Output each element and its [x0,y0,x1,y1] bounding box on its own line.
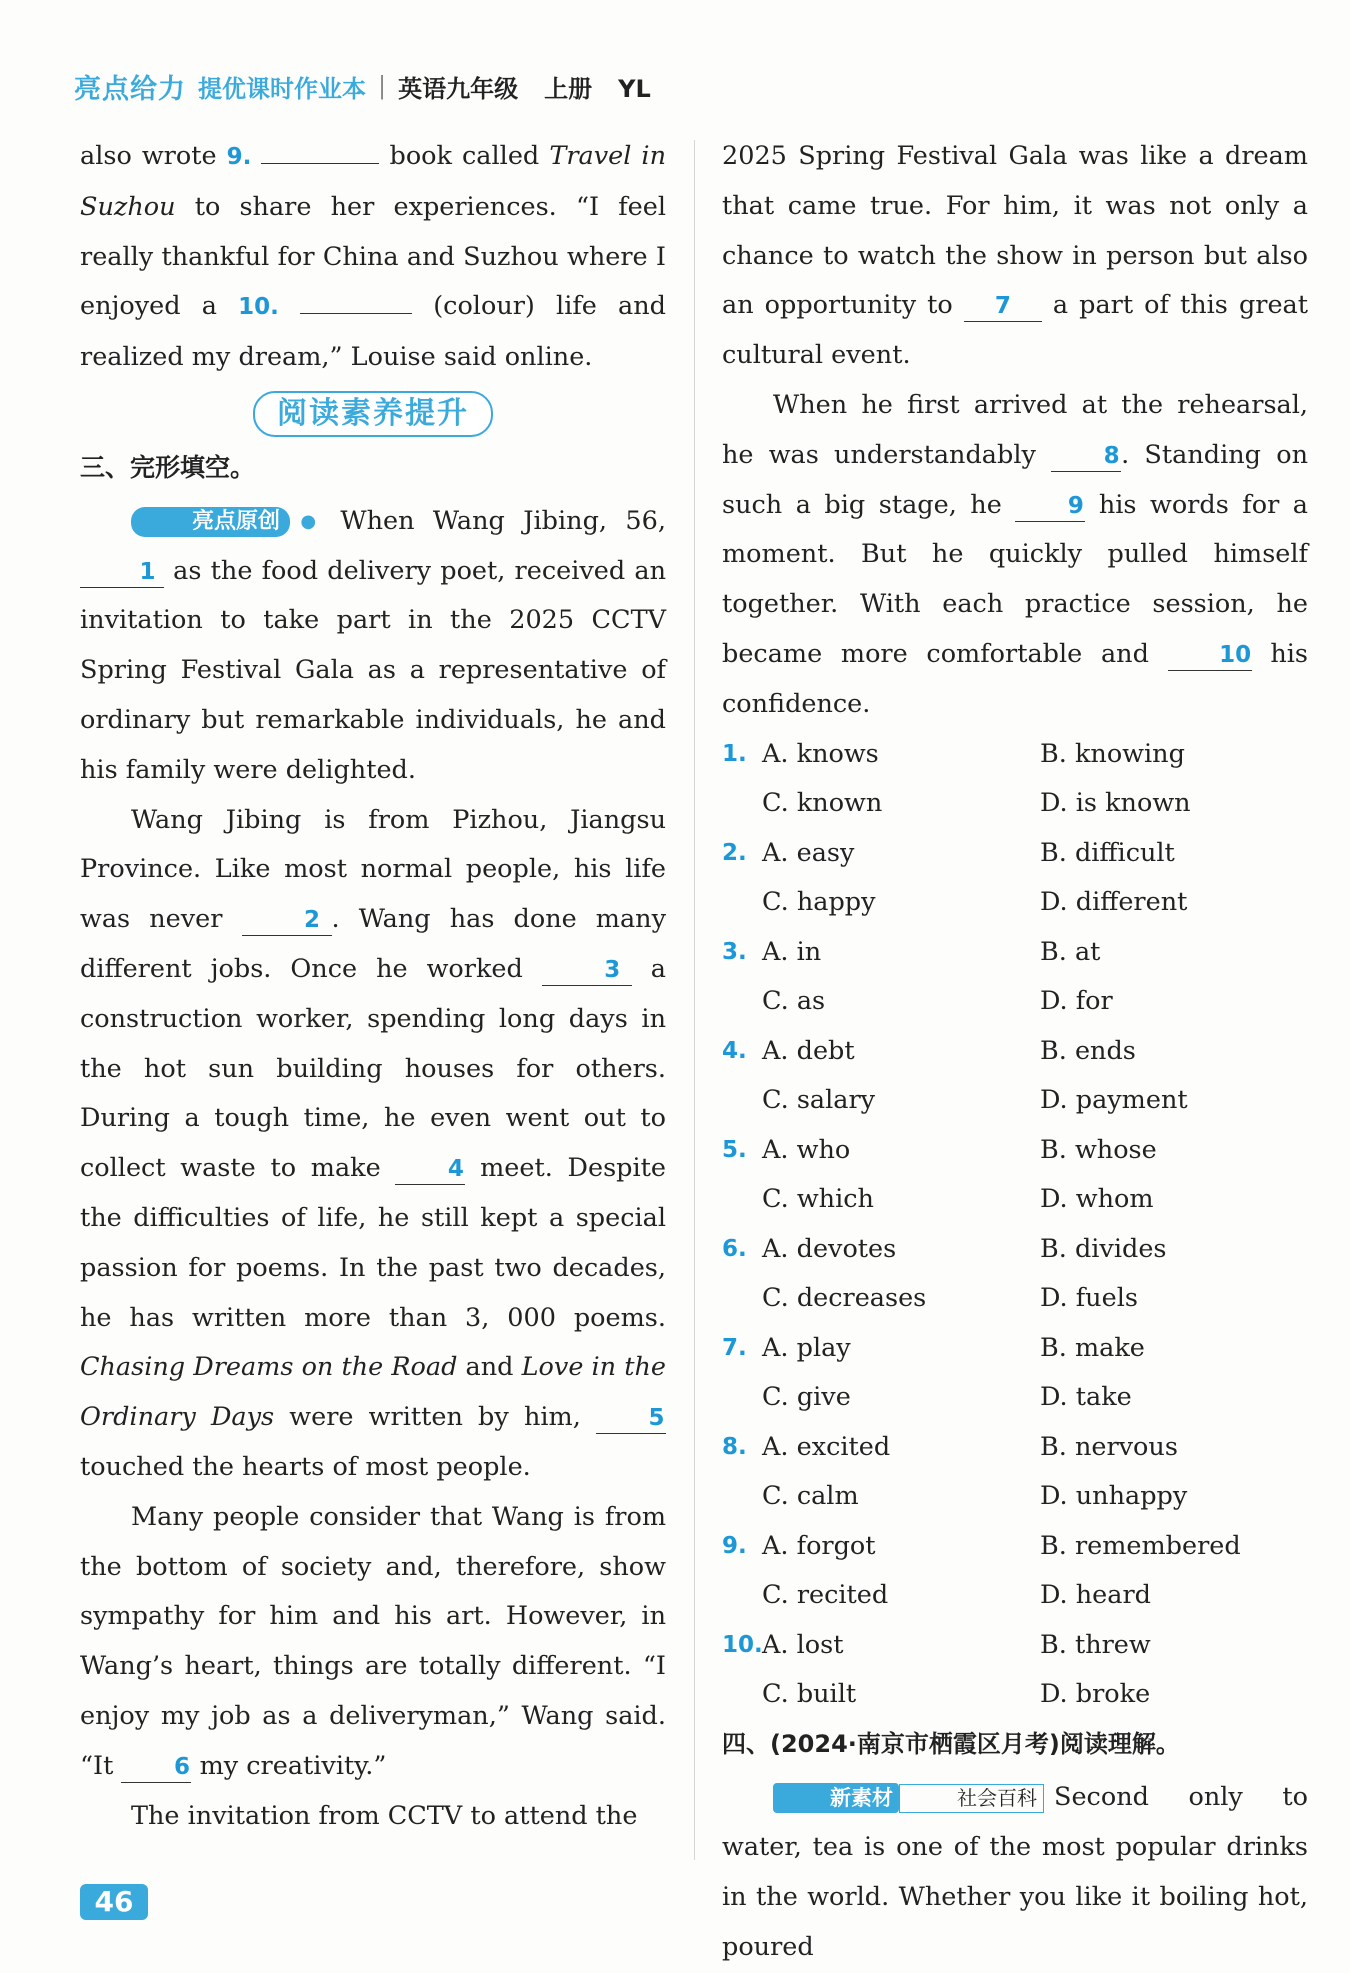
question-number: 6. [722,1235,747,1262]
choice-d[interactable]: D. unhappy [1040,1481,1188,1512]
choice-c[interactable]: C. calm [762,1481,859,1512]
option-row [722,1571,1308,1621]
volume-label: 上册 [544,74,593,103]
cloze-blank-2[interactable]: 2 [242,905,332,936]
intro-paragraph [80,132,666,383]
choice-b[interactable]: B. threw [1040,1629,1151,1660]
option-row [722,1423,1308,1473]
question-number: 3. [722,938,747,965]
choice-c[interactable]: C. salary [762,1085,876,1116]
question-number: 8. [722,1433,747,1460]
option-row [722,1522,1308,1572]
section-3-title: 三、完形填空。 [80,452,256,482]
answer-blank-10[interactable] [300,313,412,314]
intro-text: (colour) life and realized my dream,” Louise said online. [80,291,667,373]
option-row [722,928,1308,978]
question-number-spacer [722,1373,762,1423]
subject-label: 英语九年级 [398,74,519,103]
choice-d[interactable]: D. for [1040,986,1113,1017]
paragraph-text: his confidence. [722,638,1308,719]
choice-b[interactable]: B. ends [1040,1035,1136,1066]
option-row [722,1027,1308,1077]
question-number-spacer [722,977,762,1027]
paragraph-text: my creativity.” [191,1750,387,1781]
paragraph-text: 2025 Spring Festival Gala was like a dream that came true. For him, it was not only a chance to watch the show in person but also an opportunity to [722,141,1308,321]
choice-c[interactable]: C. known [762,788,883,819]
cloze-blank-5[interactable]: 5 [596,1403,666,1434]
poem-title: Love in the Ordinary Days [80,1352,666,1433]
choice-c[interactable]: C. which [762,1184,874,1215]
paragraph-text: and [457,1352,522,1383]
options-list [722,730,1308,1720]
cloze-blank-8[interactable]: 8 [1051,441,1121,472]
paragraph-text: Wang Jibing is from Pizhou, Jiangsu Province. Like most normal people, his life was never [80,804,666,935]
tag-dot-icon: ● [290,510,327,532]
book-title: Travel in Suzhou [80,141,667,222]
question-number: 7. [722,1334,747,1361]
question-number: 1. [722,740,747,767]
choice-b[interactable]: B. at [1040,936,1101,967]
choice-d[interactable]: D. take [1040,1382,1132,1413]
section-banner [80,391,666,437]
paragraph-text: as the food delivery poet, received an invitation to take part in the 2025 CCTV Spring Festival Gala as a representative of ordinary but remarkable individuals, he and his family were delighted. [80,555,666,785]
paragraph-text: touched the hearts of most people. [80,1452,531,1483]
choice-a[interactable]: A. play [762,1332,851,1363]
paragraph-text: his words for a moment. But he quickly pulled himself together. With each practice session, he became more comfortable and [722,489,1308,669]
question-number-spacer [722,1175,762,1225]
cloze-paragraph-4: The invitation from CCTV to attend the [131,1800,638,1831]
choice-d[interactable]: D. fuels [1040,1283,1138,1314]
choice-a[interactable]: A. knows [762,738,879,769]
cloze-blank-3[interactable]: 3 [542,955,632,986]
option-row [722,730,1308,780]
choice-a[interactable]: A. devotes [762,1233,897,1264]
cloze-blank-1[interactable]: 1 [80,557,164,588]
category-tag: 社会百科 [899,1784,1044,1813]
option-row [722,1175,1308,1225]
right-column [722,132,1308,1973]
choice-c[interactable]: C. built [762,1679,857,1710]
paragraph-text: a part of this great cultural event. [722,290,1308,371]
paragraph-text: When he first arrived at the rehearsal, he was understandably [722,389,1308,470]
choice-b[interactable]: B. divides [1040,1233,1167,1264]
choice-d[interactable]: D. broke [1040,1679,1151,1710]
choice-a[interactable]: A. lost [762,1629,844,1660]
question-number: 4. [722,1037,747,1064]
series-title: 提优课时作业本 [198,74,366,103]
question-number-9: 9. [226,144,252,170]
choice-b[interactable]: B. nervous [1040,1431,1178,1462]
cloze-blank-4[interactable]: 4 [395,1154,465,1185]
question-number-spacer [722,779,762,829]
option-row [722,1472,1308,1522]
question-number-spacer [722,1571,762,1621]
choice-d[interactable]: D. payment [1040,1085,1188,1116]
option-row [722,1621,1308,1671]
paragraph-text: a construction worker, spending long days in the hot sun building houses for others. During a tough time, he even went out to collect waste to make [80,954,667,1184]
choice-d[interactable]: D. whom [1040,1184,1154,1215]
choice-c[interactable]: C. happy [762,887,876,918]
option-row [722,1076,1308,1126]
book-info [398,69,677,104]
paragraph-text: . Standing on such a big stage, he [722,439,1308,520]
choice-d[interactable]: D. different [1040,887,1188,918]
question-number-10: 10. [238,294,279,321]
reading-paragraph [722,1773,1308,1972]
choice-d[interactable]: D. heard [1040,1580,1151,1611]
cloze-paragraph-2 [80,796,666,1493]
choice-a[interactable]: A. excited [762,1431,891,1462]
page-number: 46 [80,1884,148,1920]
choice-c[interactable]: C. as [762,986,826,1017]
cloze-blank-6[interactable]: 6 [121,1752,191,1783]
choice-a[interactable]: A. who [762,1134,851,1165]
choice-a[interactable]: A. forgot [762,1530,876,1561]
paragraph-text: were written by him, [274,1402,596,1433]
choice-b[interactable]: B. difficult [1040,837,1175,868]
question-number: 5. [722,1136,747,1163]
edition-label: YL [618,74,651,103]
option-row [722,1225,1308,1275]
choice-a[interactable]: A. in [762,936,822,967]
question-number-spacer [722,1670,762,1720]
column-divider [694,140,695,1860]
choice-c[interactable]: C. decreases [762,1283,927,1314]
choice-b[interactable]: B. remembered [1040,1530,1241,1561]
left-column [80,132,666,1841]
original-tag: 亮点原创 [131,507,290,537]
option-row [722,878,1308,928]
question-number: 9. [722,1532,747,1559]
header-separator: | [378,72,387,100]
new-material-tag: 新素材 [773,1783,899,1813]
cloze-blank-9[interactable]: 9 [1015,491,1085,522]
choice-b[interactable]: B. make [1040,1332,1145,1363]
brand-logo: 亮点给力 [74,73,186,105]
question-number-spacer [722,878,762,928]
option-row [722,1324,1308,1374]
choice-b[interactable]: B. whose [1040,1134,1157,1165]
answer-blank-9[interactable] [261,163,379,164]
cloze-blank-7[interactable]: 7 [964,291,1042,322]
cloze-paragraph-5 [722,132,1308,381]
banner-label: 阅读素养提升 [253,391,493,437]
cloze-blank-10[interactable]: 10 [1168,640,1252,671]
intro-text: to share her experiences. “I feel really thankful for China and Suzhou where I enjoyed a [80,191,666,322]
question-number: 10. [722,1631,763,1658]
option-row [722,1126,1308,1176]
choice-a[interactable]: A. debt [762,1035,855,1066]
choice-c[interactable]: C. recited [762,1580,889,1611]
paragraph-text: Second only to water, tea is one of the most popular drinks in the world. Whether you like it boiling hot, poured [722,1782,1308,1962]
question-number-spacer [722,1472,762,1522]
question-number: 2. [722,839,747,866]
paragraph-text: When Wang Jibing, 56, [340,505,666,536]
option-row [722,1373,1308,1423]
choice-d[interactable]: D. is known [1040,788,1191,819]
poem-title: Chasing Dreams on the Road [80,1352,458,1383]
cloze-paragraph-6 [722,381,1308,730]
paragraph-text: . Wang has done many different jobs. Once he worked [80,904,667,985]
paragraph-text: Many people consider that Wang is from the bottom of society and, therefore, show sympathy for him and his art. However, in Wang’s heart, things are totally different. “I enjoy my job as a deliveryman,” Wang said. “It [80,1501,666,1781]
intro-text: book called [379,141,550,171]
choice-a[interactable]: A. easy [762,837,855,868]
intro-text: also wrote [80,141,227,171]
cloze-paragraph-1 [80,497,666,796]
choice-b[interactable]: B. knowing [1040,738,1185,769]
question-number-spacer [722,1076,762,1126]
option-row [722,977,1308,1027]
question-number-spacer [722,1274,762,1324]
option-row [722,829,1308,879]
option-row [722,779,1308,829]
page-header [74,66,677,106]
section-4-title: 四、(2024·南京市栖霞区月考)阅读理解。 [722,1729,1180,1758]
choice-c[interactable]: C. give [762,1382,851,1413]
cloze-paragraph-3 [80,1493,666,1792]
option-row [722,1274,1308,1324]
paragraph-text: meet. Despite the difficulties of life, he still kept a special passion for poems. In the past two decades, he has written more than 3, 000 poems. [80,1153,666,1333]
option-row [722,1670,1308,1720]
